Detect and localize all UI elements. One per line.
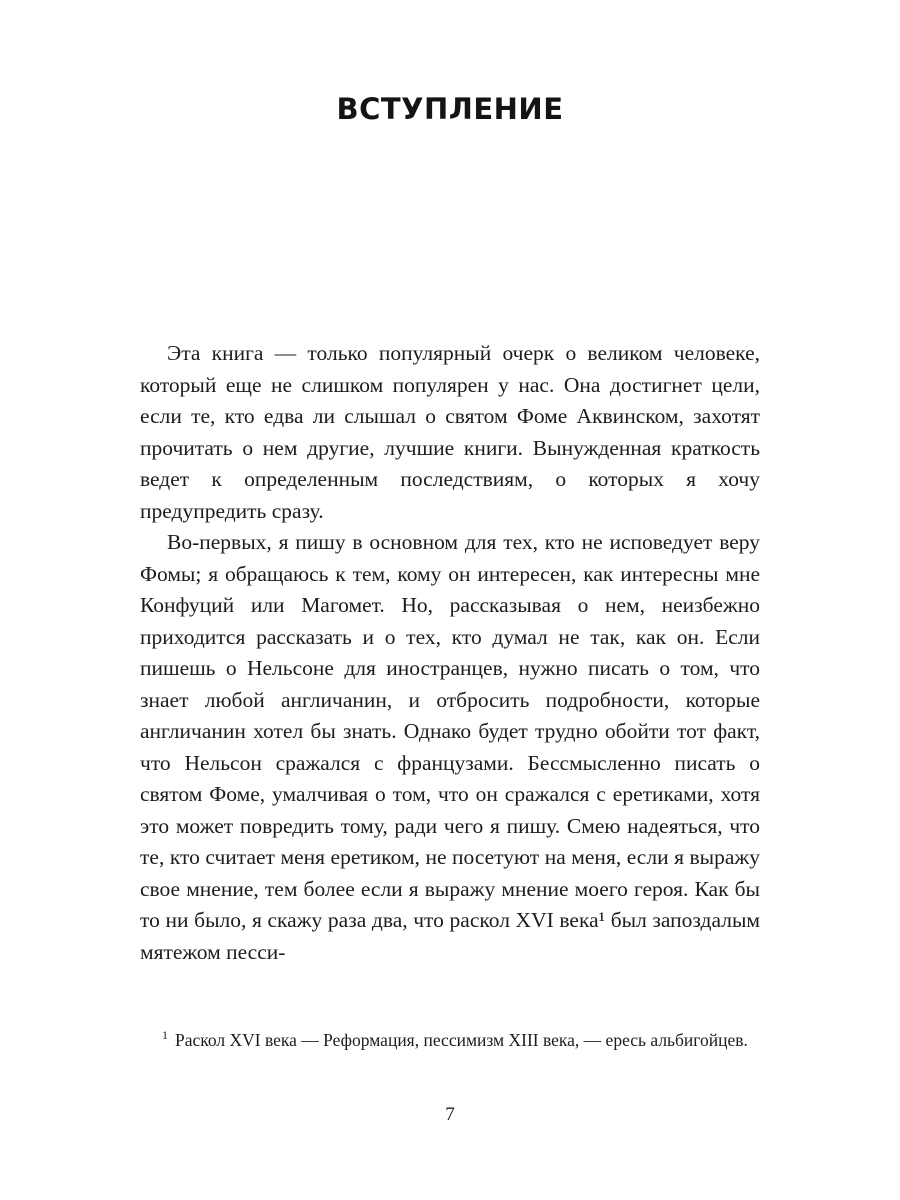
page-number: 7 — [445, 1104, 455, 1125]
footnote-text: Раскол XVI века — Реформация, пессимизм XIII века, — ересь альбигойцев. — [175, 1030, 748, 1050]
footnote — [140, 1026, 760, 1055]
paragraph-1: Эта книга — только популярный очерк о великом человеке, который еще не слишком популярен у нас. Она достигнет цели, если те, кто едва ли слышал о святом Фоме Аквинском, захотят прочитать о нем другие, лучшие книги. Вынужденная краткость ведет к определенным последствиям, о которых я хочу предупредить сразу. — [140, 341, 760, 523]
paragraph-2: Во-первых, я пишу в основном для тех, кто не исповедует веру Фомы; я обращаюсь к тем, кому он интересен, как интересны мне Конфуций или Магомет. Но, рассказывая о нем, неизбежно приходится рассказать и о тех, кто думал не так, как он. Если пишешь о Нельсоне для иностранцев, нужно писать о том, что знает любой англичанин, и отбросить подробности, которые англичанин хотел бы знать. Однако будет трудно обойти тот факт, что Нельсон сражался с французами. Бессмысленно писать о святом Фоме, умалчивая о том, что он сражался с еретиками, хотя это может повредить тому, ради чего я пишу. Смею надеяться, что те, кто считает меня еретиком, не посетуют на меня, если я выражу свое мнение, тем более если я выражу мнение моего героя. Как бы то ни было, я скажу раза два, что раскол XVI века¹ был запоздалым мятежом песси- — [140, 530, 760, 964]
body-text — [140, 338, 760, 968]
page-title: ВСТУПЛЕНИЕ — [336, 92, 564, 126]
footnote-marker: 1 — [162, 1028, 168, 1043]
